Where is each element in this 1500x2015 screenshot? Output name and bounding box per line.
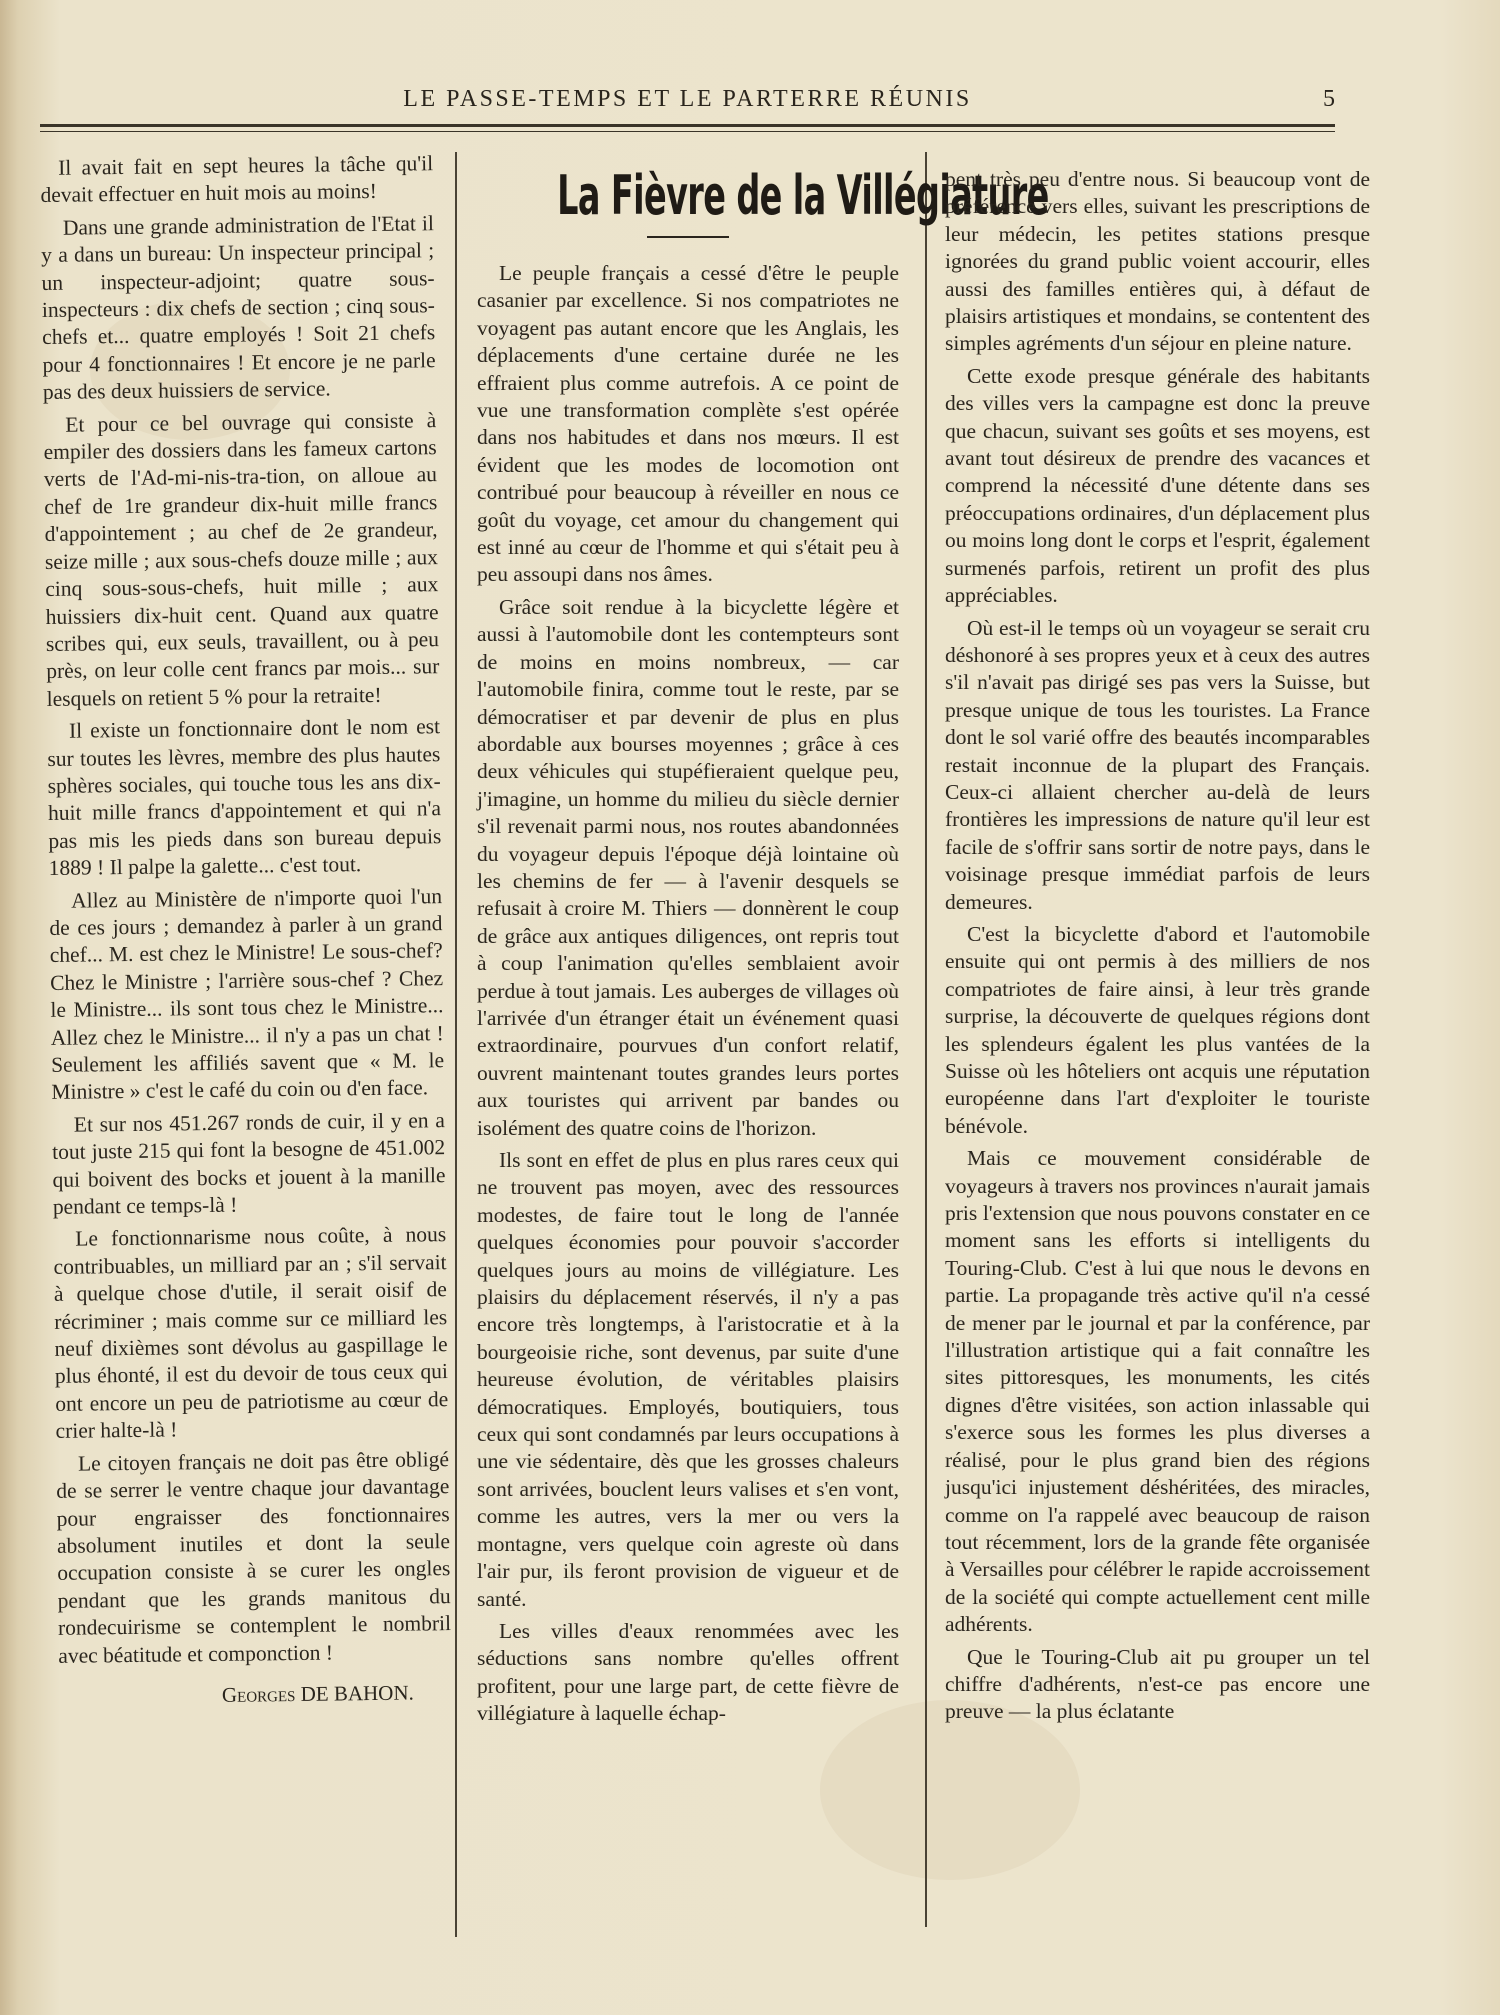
paragraph: Mais ce mouvement considérable de voyageurs à travers nos provinces n'aurait jamais pris l'extension que nous pouvons constater en ce moment sans les efforts si intelligents du Touring-Club. C'est à lui que nous le devons en partie. La propagande très active qu'il n'a cessé de mener par le journal et par la conférence, par l'illustration artistique qui a fait connaître les sites pittoresques, les monuments, les cités dignes d'être visitées, son action inlassable qui s'exerce sous les formes les plus diverses a réalisé, pour le plus grand bien des régions jusqu'ici injustement déshéritées, des miracles, comme on l'a rappelé avec beaucoup de raison tout récemment, lors de la grande fête organisée à Versailles pour célébrer le rapide accroissement de la société qui compte actuellement cent mille adhérents. — [945, 1146, 1370, 1637]
paragraph: Dans une grande administration de l'Etat il y a dans un bureau: Un inspecteur principal ; un inspecteur-adjoint; quatre sous-inspecteurs : dix chefs de section ; cinq sous-chefs et... quatre employés ! Soit 21 chefs pour 4 fonctionnaires ! Et encore je ne parle pas des deux huissiers de service. — [41, 211, 436, 405]
paragraph: Et pour ce bel ouvrage qui consiste à empiler des dossiers dans les fameux cartons verts de l'Ad-mi-nis-tra-tion, on alloue au chef de 1re grandeur dix-huit mille francs d'appointement ; au chef de 2e grandeur, seize mille ; aux sous-chefs douze mille ; aux cinq sous-sous-chefs, huit mille ; aux huissiers dix-huit cent. Quand aux quatre scribes qui, eux seuls, travaillent, ou à peu près, on leur colle cent francs par mois... sur lesquels on retient 5 % pour la retraite! — [43, 407, 440, 711]
header-rule-thick — [40, 124, 1335, 127]
paragraph: Où est-il le temps où un voyageur se serait cru déshonoré à ses propres yeux et à ceux des autres s'il n'avait pas dirigé ses pas vers la Suisse, but presque unique de tous les touristes. La France dont le sol varié offre des beautés incomparables restait inconnue de la plupart des Français. Ceux-ci allaient chercher au-delà de leurs frontières les impressions de nature qu'il leur est facile de s'offrir sans sortir de notre pays, dans le voisinage presque immédiat parfois de leurs demeures. — [945, 615, 1370, 914]
paragraph: Le fonctionnarisme nous coûte, à nous contribuables, un milliard par an ; s'il servait à quelque chose d'utile, il serait oisif de récriminer ; mais comme sur ce milliard les neuf dixièmes sont dévolus au gaspillage le plus éhonté, il est du devoir de tous ceux qui ont encore un peu de patriotisme au cœur de crier halte-là ! — [53, 1222, 449, 1444]
paragraph: Que le Touring-Club ait pu grouper un tel chiffre d'adhérents, n'est-ce pas encore une preuve — la plus éclatante — [945, 1644, 1370, 1724]
paragraph: Allez au Ministère de n'importe quoi l'un de ces jours ; demandez à parler à un grand chef... M. est chez le Ministre! Le sous-chef? Chez le Ministre ; l'arrière sous-chef ? Chez le Ministre... ils sont tous chez le Ministre... Allez chez le Ministre... il n'y a pas un chat ! Seulement les affiliés savent que « M. le Ministre » c'est le café du coin ou d'en face. — [49, 883, 445, 1105]
column-divider-right — [925, 152, 927, 1927]
author-signature: Georges DE BAHON. — [221, 1680, 414, 1707]
paragraph: C'est la bicyclette d'abord et l'automobile ensuite qui ont permis à des milliers de nos compatriotes de faire ainsi, à leur très grande surprise, la découverte de quelques régions dont les splendeurs égalent les plus vantées de la Suisse où les hôteliers ont acquis une réputation européenne dans l'art d'exploiter le touriste bénévole. — [945, 921, 1370, 1138]
publication-title: LE PASSE-TEMPS ET LE PARTERRE RÉUNIS — [403, 86, 972, 112]
paragraph: Ils sont en effet de plus en plus rares ceux qui ne trouvent pas moyen, avec des ressources modestes, de faire tout le long de l'année quelques économies pour pouvoir s'accorder quelques jours au moins de villégiature. Les plaisirs du déplacement réservés, il n'y a pas encore très longtemps, à l'aristocratie et à la bourgeoisie riche, sont devenus, par suite d'une heureuse évolution, de véritables plaisirs démocratiques. Employés, boutiquiers, tous ceux qui sont condamnés par leurs occupations à une vie sédentaire, dès que les grosses chaleurs sont arrivées, bouclent leurs valises et s'en vont, comme les autres, vers la mer ou vers la montagne, vers quelque coin agreste où dans l'air pur, ils feront provision de vigueur et de santé. — [477, 1148, 899, 1611]
running-header — [40, 86, 1335, 120]
paragraph: Et sur nos 451.267 ronds de cuir, il y en a tout juste 215 qui font la besogne de 451.002 qui boivent des bocks et jouent à la manille pendant ce temps-là ! — [52, 1107, 446, 1219]
header-rule-thin — [40, 131, 1335, 132]
paragraph: Grâce soit rendue à la bicyclette légère et aussi à l'automobile dont les contempteurs sont de moins en moins nombreux, — car l'automobile finira, comme tout le reste, par se démocratiser et par devenir de plus en plus abordable aux bourses moyennes ; grâce à ces deux véhicules qui stupéfieraient quelque peu, j'imagine, un homme du milieu du siècle dernier s'il revenait parmi nous, nos routes abandonnées du voyageur depuis l'époque déjà lointaine où les chemins de fer — à l'avenir desquels se refusait à croire M. Thiers — donnèrent le coup de grâce aux antiques diligences, ont repris tout à coup l'animation qu'elles semblaient avoir perdue à tout jamais. Les auberges de villages où l'arrivée d'un étranger était un événement quasi extraordinaire, pourvues d'un confort relatif, ouvrent maintenant toutes grandes leurs portes aux touristes qui arrivent par bandes ou isolément des quatre coins de l'horizon. — [477, 594, 899, 1140]
paragraph: pent très peu d'entre nous. Si beaucoup vont de préférence vers elles, suivant les prescriptions de leur médecin, les petites stations presque ignorées du grand public voient accourir, elles aussi des familles entières qui, à défaut de plaisirs artistiques et mondains, se contentent des simples agréments d'un séjour en pleine nature. — [945, 167, 1370, 356]
article-column-a — [477, 156, 1049, 1733]
paragraph: Il avait fait en sept heures la tâche qu'il devait effectuer en huit mois au moins! — [40, 151, 434, 208]
paragraph: Il existe un fonctionnaire dont le nom est sur toutes les lèvres, membre des plus hautes sphères sociales, qui touche tous les ans dix-huit mille francs d'appointement et qui n'a pas mis les pieds dans son bureau depuis 1889 ! Il palpe la galette... c'est tout. — [47, 714, 442, 881]
paragraph: Cette exode presque générale des habitants des villes vers la campagne est donc la preuve que chacun, suivant ses goûts et ses moyens, est avant tout désireux de prendre des vacances et comprend la nécessité d'une détente dans ses préoccupations ordinaires, d'un déplacement plus ou moins long dont le corps et l'esprit, également surmenés parfois, retirent un profit des plus appréciables. — [945, 363, 1370, 608]
page-number: 5 — [1323, 86, 1335, 112]
headline-rule — [647, 236, 729, 238]
article-headline: La Fièvre de la Villégiature — [557, 164, 1049, 227]
paragraph: Le citoyen français ne doit pas être obligé de se serrer le ventre chaque jour davantage pour engraisser des fonctionnaires absolument inutiles et dont la seule occupation consiste à se curer les ongles pendant que les grands manitous du rondecuirisme se contemplent le nombril avec béatitude et componction ! — [56, 1446, 452, 1668]
paragraph: Le peuple français a cessé d'être le peuple casanier par excellence. Si nos compatriotes ne voyagent pas autant encore que les Anglais, les déplacements d'une certaine durée ne les effraient plus comme autrefois. A ce point de vue une transformation complète s'est opérée dans nos habitudes et dans nos mœurs. Il est évident que les modes de locomotion ont contribué pour beaucoup à réveiller en nous ce goût du voyage, cet amour du changement qui est inné au cœur de l'homme et qui s'était peu à peu assoupi dans nos âmes. — [477, 261, 899, 587]
paragraph: Les villes d'eaux renommées avec les séductions sans nombre qu'elles offrent profitent, pour une large part, de cette fièvre de villégiature à laquelle échap- — [477, 1618, 899, 1726]
article-column-b — [945, 166, 1370, 1731]
left-column — [40, 150, 452, 1711]
column-divider-left — [455, 152, 457, 1937]
